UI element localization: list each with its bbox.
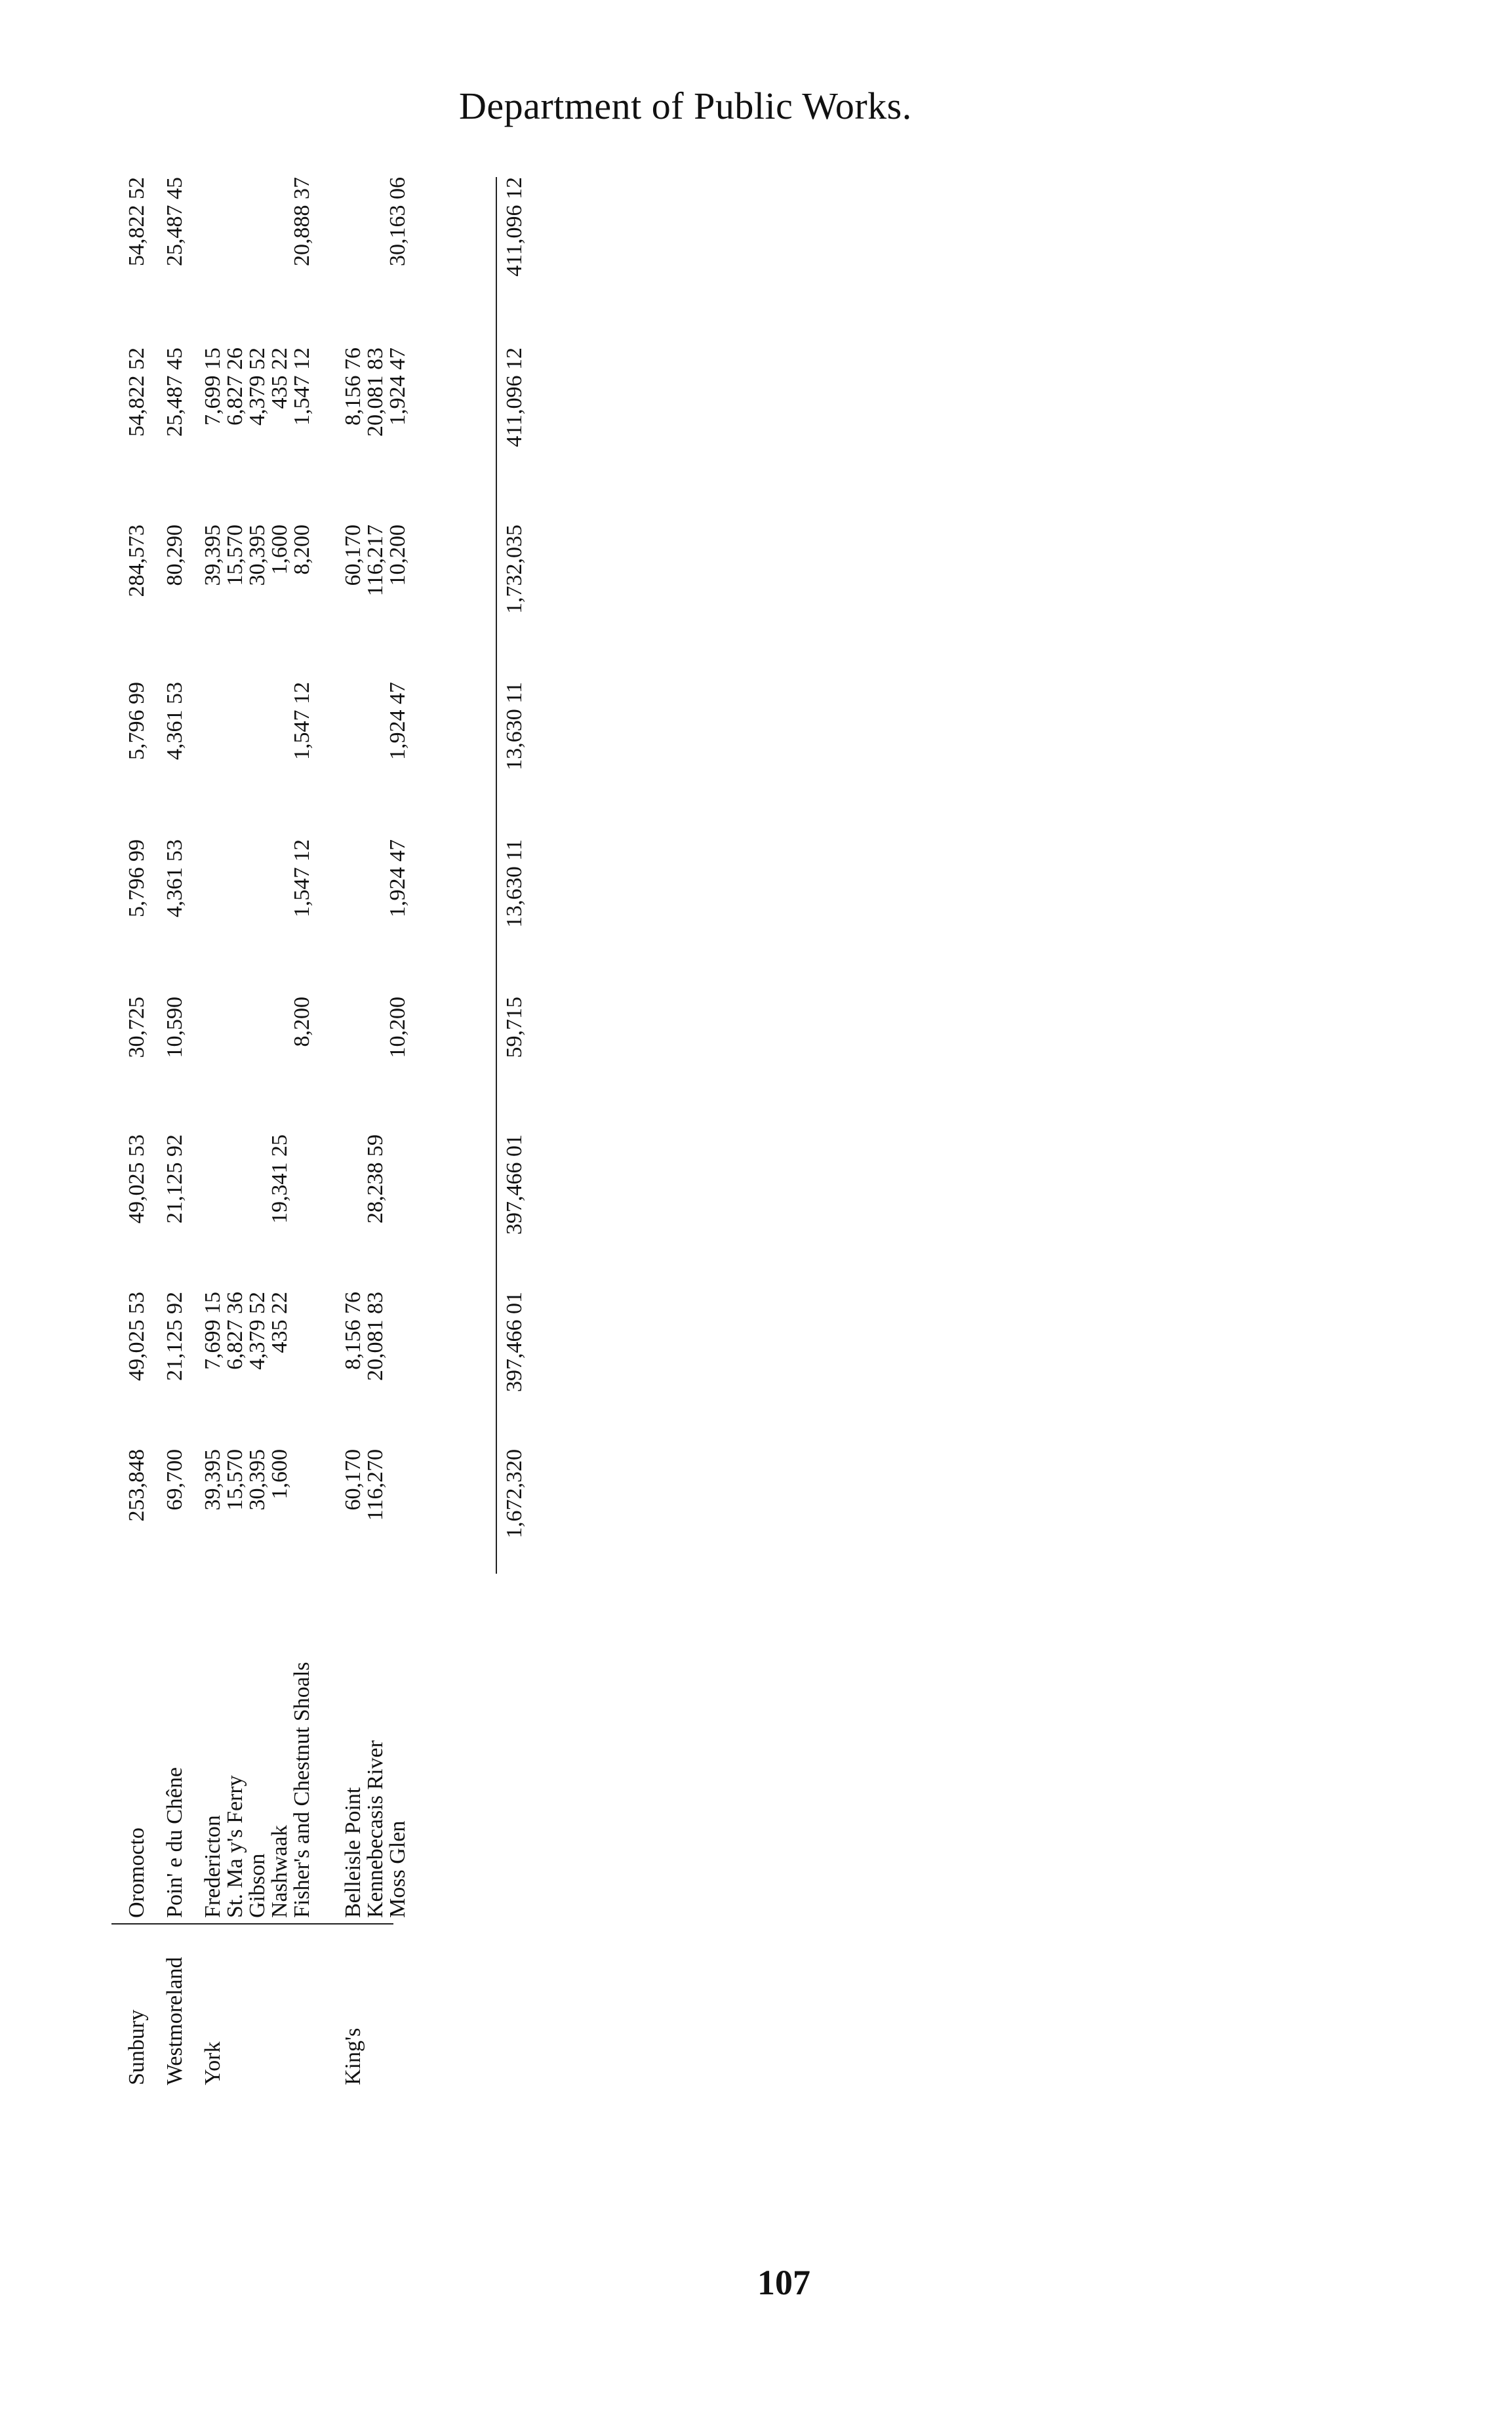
cell-place: St. Ma y's Ferry xyxy=(223,1775,247,1918)
table-row xyxy=(268,184,291,2085)
cell-c1: 1,600 xyxy=(268,1449,292,1500)
cell-c8: 8,156 76 xyxy=(341,348,365,426)
total-rule xyxy=(496,177,497,1574)
table-body xyxy=(105,177,527,2085)
totals-row xyxy=(502,177,527,2085)
cell-c1: 15,570 xyxy=(223,1449,247,1511)
page-header: Department of Public Works. xyxy=(459,85,912,127)
cell-c8: 1,924 47 xyxy=(386,348,410,426)
cell-place: Nashwaak xyxy=(268,1825,292,1918)
cell-c5: 5,796 99 xyxy=(125,839,149,917)
total-c4: 59,715 xyxy=(502,997,527,1058)
cell-c7: 39,395 xyxy=(201,525,225,586)
cell-c6: 1,924 47 xyxy=(386,682,410,760)
cell-place: Belleisle Point xyxy=(341,1787,365,1918)
total-c5: 13,630 11 xyxy=(502,839,527,928)
table-row xyxy=(201,184,224,2085)
table-row xyxy=(290,177,314,2085)
cell-c2: 20,081 83 xyxy=(363,1292,388,1381)
total-c9: 411,096 12 xyxy=(502,177,527,277)
cell-c1: 30,395 xyxy=(245,1449,269,1511)
cell-c4: 30,725 xyxy=(125,997,149,1058)
cell-c8: 7,699 15 xyxy=(201,348,225,426)
cell-c6: 1,547 12 xyxy=(290,682,314,760)
cell-c7: 1,600 xyxy=(268,525,292,575)
cell-c8: 6,827 26 xyxy=(223,348,247,426)
cell-c2: 4,379 52 xyxy=(245,1292,269,1370)
cell-c7: 60,170 xyxy=(341,525,365,586)
table-row xyxy=(341,184,365,2085)
cell-c6: 4,361 53 xyxy=(163,682,187,760)
cell-county: Sunbury xyxy=(125,2009,149,2085)
cell-place: Kennebecasis River xyxy=(363,1740,388,1918)
cell-c1: 69,700 xyxy=(163,1449,187,1511)
total-c2: 397,466 01 xyxy=(502,1292,527,1392)
total-c8: 411,096 12 xyxy=(502,348,527,447)
rotated-table xyxy=(105,177,527,2085)
cell-c1: 116,270 xyxy=(363,1449,388,1521)
cell-c1: 253,848 xyxy=(125,1449,149,1522)
cell-c7: 284,573 xyxy=(125,525,149,597)
cell-c7: 8,200 xyxy=(290,525,314,575)
cell-c9: 54,822 52 xyxy=(125,177,149,266)
cell-place: Poin' e du Chêne xyxy=(163,1767,187,1918)
cell-c3: 49,025 53 xyxy=(125,1134,149,1224)
cell-c4: 8,200 xyxy=(290,997,314,1047)
total-c1: 1,672,320 xyxy=(502,1449,527,1538)
cell-c3: 19,341 25 xyxy=(268,1134,292,1224)
cell-c2: 6,827 36 xyxy=(223,1292,247,1370)
cell-c9: 20,888 37 xyxy=(290,177,314,266)
total-c3: 397,466 01 xyxy=(502,1134,527,1235)
cell-place: Gibson xyxy=(245,1853,269,1918)
page-number: 107 xyxy=(757,2263,810,2302)
total-c6: 13,630 11 xyxy=(502,682,527,770)
table-row xyxy=(125,177,149,2085)
cell-c3: 28,238 59 xyxy=(363,1134,388,1224)
cell-c7: 15,570 xyxy=(223,525,247,586)
cell-c7: 116,217 xyxy=(363,525,388,597)
table-row xyxy=(363,184,387,2085)
cell-c8: 20,081 83 xyxy=(363,348,388,437)
cell-c5: 4,361 53 xyxy=(163,839,187,917)
cell-county: King's xyxy=(341,2027,365,2085)
cell-c8: 435 22 xyxy=(268,348,292,409)
cell-county: Westmoreland xyxy=(163,1957,187,2085)
cell-place: Moss Glen xyxy=(386,1820,410,1918)
total-c7: 1,732,035 xyxy=(502,525,527,614)
cell-c2: 21,125 92 xyxy=(163,1292,187,1381)
cell-c7: 80,290 xyxy=(163,525,187,586)
cell-c4: 10,200 xyxy=(386,997,410,1058)
cell-place: Fredericton xyxy=(201,1815,225,1918)
cell-c6: 5,796 99 xyxy=(125,682,149,760)
cell-c5: 1,547 12 xyxy=(290,839,314,917)
cell-c7: 10,200 xyxy=(386,525,410,586)
table-row xyxy=(245,184,269,2085)
cell-c5: 1,924 47 xyxy=(386,839,410,917)
table-row xyxy=(386,177,410,2085)
cell-c9: 25,487 45 xyxy=(163,177,187,266)
cell-c8: 1,547 12 xyxy=(290,348,314,426)
cell-c3: 21,125 92 xyxy=(163,1134,187,1224)
cell-county: York xyxy=(201,2041,225,2085)
cell-c2: 7,699 15 xyxy=(201,1292,225,1370)
cell-c8: 4,379 52 xyxy=(245,348,269,426)
table-row xyxy=(163,177,187,2085)
cell-c9: 30,163 06 xyxy=(386,177,410,266)
cell-c2: 8,156 76 xyxy=(341,1292,365,1370)
cell-c2: 435 22 xyxy=(268,1292,292,1353)
cell-c7: 30,395 xyxy=(245,525,269,586)
cell-place: Fisher's and Chestnut Shoals xyxy=(290,1662,314,1918)
table-row xyxy=(223,184,247,2085)
cell-c8: 25,487 45 xyxy=(163,348,187,437)
cell-c1: 39,395 xyxy=(201,1449,225,1511)
cell-c8: 54,822 52 xyxy=(125,348,149,437)
cell-c1: 60,170 xyxy=(341,1449,365,1511)
cell-c4: 10,590 xyxy=(163,997,187,1058)
cell-c2: 49,025 53 xyxy=(125,1292,149,1381)
cell-place: Oromocto xyxy=(125,1827,149,1918)
